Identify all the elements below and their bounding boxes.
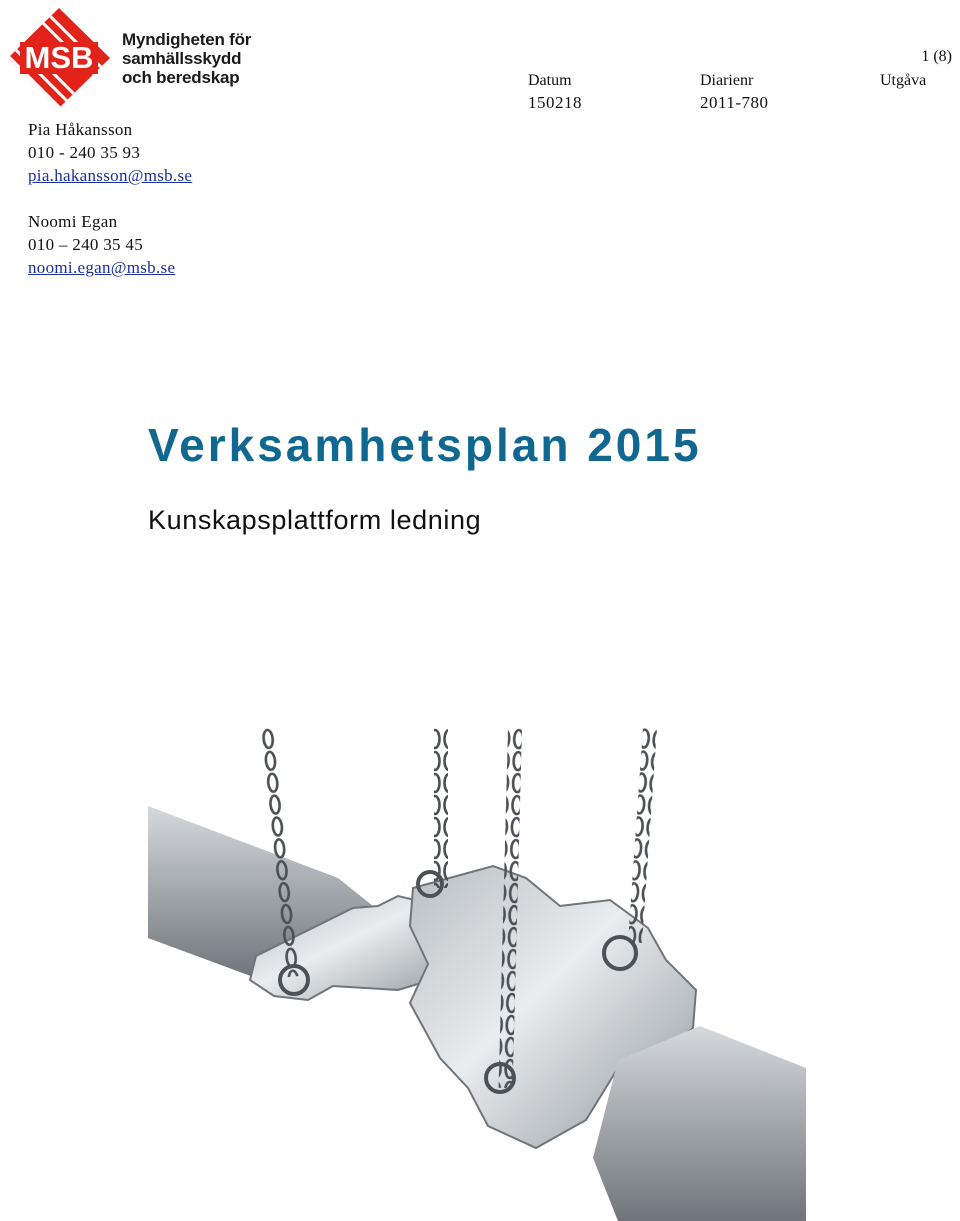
- chain: [628, 728, 657, 943]
- msb-logo: [6, 6, 252, 110]
- diarienr-label: Diarienr: [700, 72, 754, 89]
- contact-name: Pia Håkansson: [28, 120, 133, 139]
- logo-line-1: Myndigheten för: [122, 30, 252, 49]
- page-number: 1 (8): [921, 48, 952, 65]
- contact-block: [28, 118, 192, 187]
- msb-logo-mark: [6, 6, 112, 110]
- utgava-label: Utgåva: [880, 72, 927, 89]
- document-title: Verksamhetsplan 2015: [148, 419, 702, 471]
- msb-logo-mark-text: MSB: [24, 40, 94, 75]
- contact-name: Noomi Egan: [28, 212, 118, 231]
- datum-value: 150218: [528, 93, 582, 112]
- contact-email-link[interactable]: noomi.egan@msb.se: [28, 258, 176, 277]
- chain: [434, 728, 448, 888]
- datum-label: Datum: [528, 72, 572, 89]
- document-subtitle: Kunskapsplattform ledning: [148, 505, 482, 535]
- msb-logo-wordmark: [122, 30, 251, 87]
- contact-phone: 010 – 240 35 45: [28, 235, 143, 254]
- contact-phone: 010 - 240 35 93: [28, 143, 141, 162]
- puzzle-chains-illustration: [148, 728, 806, 1221]
- diarienr-value: 2011-780: [700, 93, 769, 112]
- logo-line-2: samhällsskydd: [122, 49, 242, 68]
- datum-block: [528, 70, 582, 114]
- contact-block: [28, 210, 175, 279]
- contact-email-link[interactable]: pia.hakansson@msb.se: [28, 166, 193, 185]
- utgava-block: [880, 70, 926, 92]
- diarienr-block: [700, 70, 769, 114]
- logo-line-3: och beredskap: [122, 68, 240, 87]
